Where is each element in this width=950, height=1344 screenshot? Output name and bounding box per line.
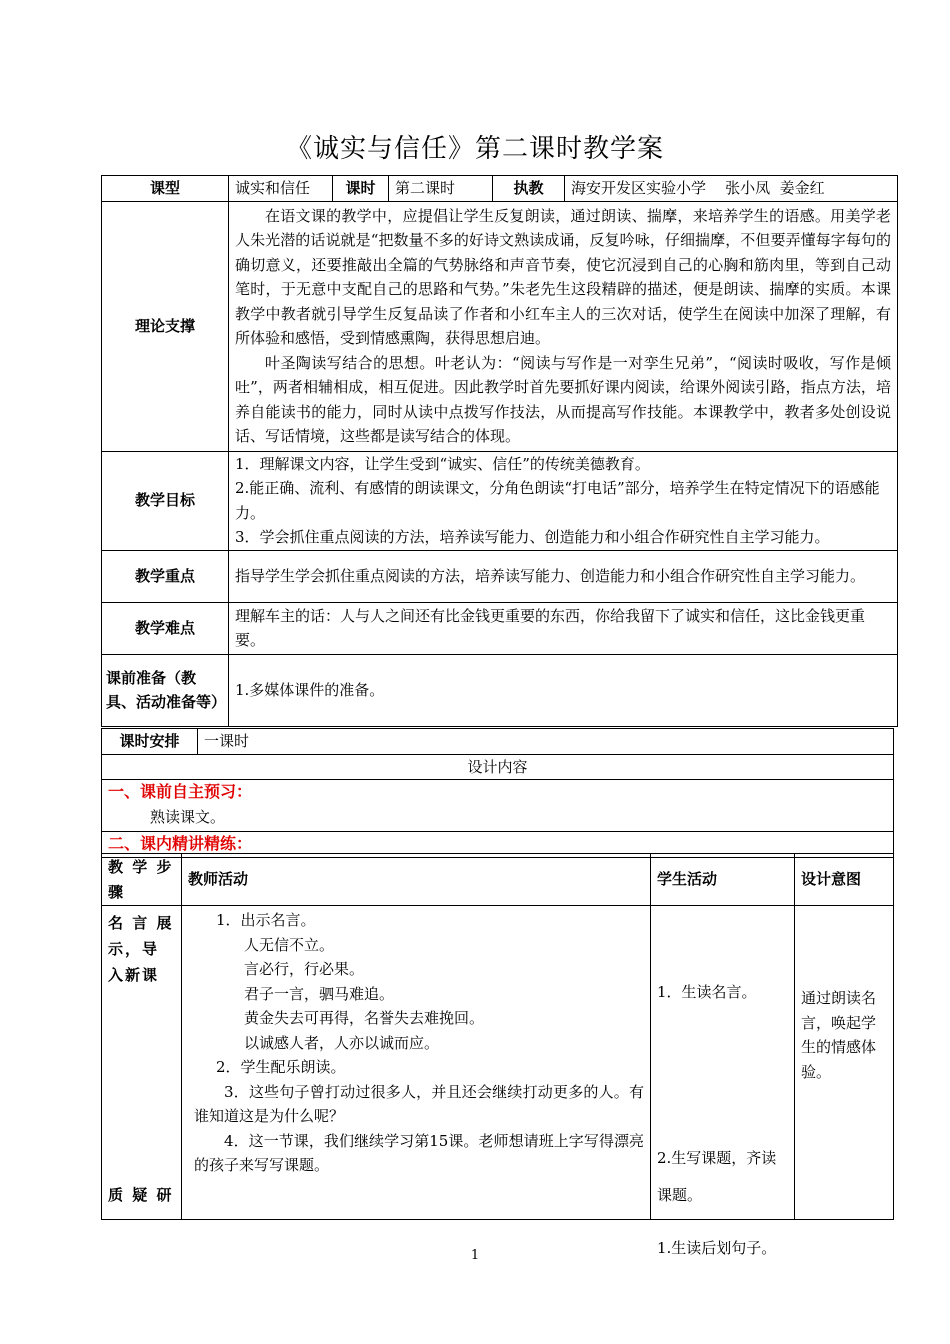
intent-header: 设计意图	[795, 854, 894, 906]
goals-content	[229, 451, 898, 550]
student-line: 1．生读名言。	[657, 983, 757, 1001]
step-header: 教 学 步 骤	[102, 854, 182, 906]
page-title: 《诚实与信任》第二课时教学案	[285, 134, 664, 164]
teacher-line: 黄金失去可再得，名誉失去难挽回。	[244, 1009, 485, 1027]
goal-item: 3．学会抓住重点阅读的方法，培养读写能力、创造能力和小组合作研究性自主学习能力。	[235, 528, 830, 546]
schedule-label: 课时安排	[102, 729, 198, 755]
period-label: 课时	[333, 176, 389, 202]
prep-label: 课前准备（教具、活动准备等）	[102, 654, 229, 726]
teacher-header: 教师活动	[182, 854, 651, 906]
type-value: 诚实和信任	[229, 176, 333, 202]
section2-heading: 二、课内精讲精练：	[108, 834, 253, 853]
schedule-table	[101, 728, 894, 858]
theory-content	[229, 201, 898, 451]
steps-table	[101, 853, 894, 1257]
design-content-header: 设计内容	[102, 754, 894, 780]
prep-text: 1.多媒体课件的准备。	[229, 654, 898, 726]
student-line: 2.生写课题，齐读课题。	[657, 1149, 777, 1204]
step-name-next: 质 疑 研	[108, 1186, 174, 1204]
period-value: 第二课时	[389, 176, 493, 202]
lesson-info-table	[101, 175, 898, 727]
goal-item: 2.能正确、流利、有感情的朗读课文，分角色朗读“打电话”部分，培养学生在特定情况下的语感能力。	[235, 479, 880, 522]
theory-paragraph: 叶圣陶读写结合的思想。叶老认为：“阅读与写作是一对孪生兄弟”，“阅读时吸收，写作是倾吐”，两者相辅相成，相互促进。因此教学时首先要抓好课内阅读，给课外阅读引路，指点方法，培养自能读书的能力，同时从读中点拨写作技法，从而提高写作技能。本课教学中，教者多处创设说话、写话情境，这些都是读写结合的体现。	[235, 353, 891, 445]
design-intent: 通过朗读名言，唤起学生的情感体验。	[795, 906, 894, 1220]
exec-value: 海安开发区实验小学 张小凤 姜金红	[565, 176, 898, 202]
student-activity	[651, 906, 795, 1257]
type-label: 课型	[102, 176, 229, 202]
key-point-text: 指导学生学会抓住重点阅读的方法，培养读写能力、创造能力和小组合作研究性自主学习能力。	[229, 550, 898, 602]
teacher-line: 人无信不立。	[244, 935, 335, 954]
section1	[102, 780, 894, 832]
key-point-label: 教学重点	[102, 550, 229, 602]
teacher-line: 1．出示名言。	[216, 911, 316, 929]
section1-heading: 一、课前自主预习：	[108, 782, 253, 801]
step-cell	[102, 906, 182, 1220]
goal-item: 1．理解课文内容，让学生受到“诚实、信任”的传统美德教育。	[235, 454, 650, 473]
goals-label: 教学目标	[102, 451, 229, 550]
theory-label: 理论支撑	[102, 201, 229, 451]
teacher-activity	[182, 906, 651, 1220]
teacher-line: 君子一言，驷马难追。	[244, 984, 395, 1003]
section1-text: 熟读课文。	[150, 807, 226, 826]
student-line: 1.生读后划句子。	[657, 1239, 777, 1257]
difficulty-text: 理解车主的话：人与人之间还有比金钱更重要的东西，你给我留下了诚实和信任，这比金钱更重要。	[229, 602, 898, 654]
teacher-line: 3．这些句子曾打动过很多人，并且还会继续打动更多的人。有谁知道这是为什么呢？	[194, 1082, 644, 1125]
teacher-line: 2．学生配乐朗读。	[216, 1058, 346, 1076]
schedule-text: 一课时	[198, 729, 894, 755]
teacher-line: 言必行，行必果。	[244, 960, 365, 978]
exec-label: 执教	[493, 176, 565, 202]
page-number: 1	[470, 1248, 480, 1263]
theory-paragraph: 在语文课的教学中，应提倡让学生反复朗读，通过朗读、揣摩，来培养学生的语感。用美学老人朱光潜的话说就是“把数量不多的好诗文熟读成诵，反复吟咏，仔细揣摩，不但要弄懂每字每句的确切意义，还要推敲出全篇的气势脉络和声音节奏，使它沉浸到自己的心胸和筋肉里，等到自己动笔时，于无意中支配自己的思路和气势。”朱老先生这段精辟的描述，便是朗读、揣摩的实质。本课教学中教者就引导学生反复品读了作者和小红车主人的三次对话，使学生在阅读中加深了理解，有所体验和感悟，受到情感熏陶，获得思想启迪。	[235, 206, 891, 347]
teacher-line: 4．这一节课，我们继续学习第15课。老师想请班上字写得漂亮的孩子来写写课题。	[194, 1131, 644, 1174]
step-name: 名 言 展 示，导入新课	[108, 914, 174, 984]
teacher-line: 以诚感人者，人亦以诚而应。	[244, 1033, 440, 1052]
difficulty-label: 教学难点	[102, 602, 229, 654]
student-header: 学生活动	[651, 854, 795, 906]
